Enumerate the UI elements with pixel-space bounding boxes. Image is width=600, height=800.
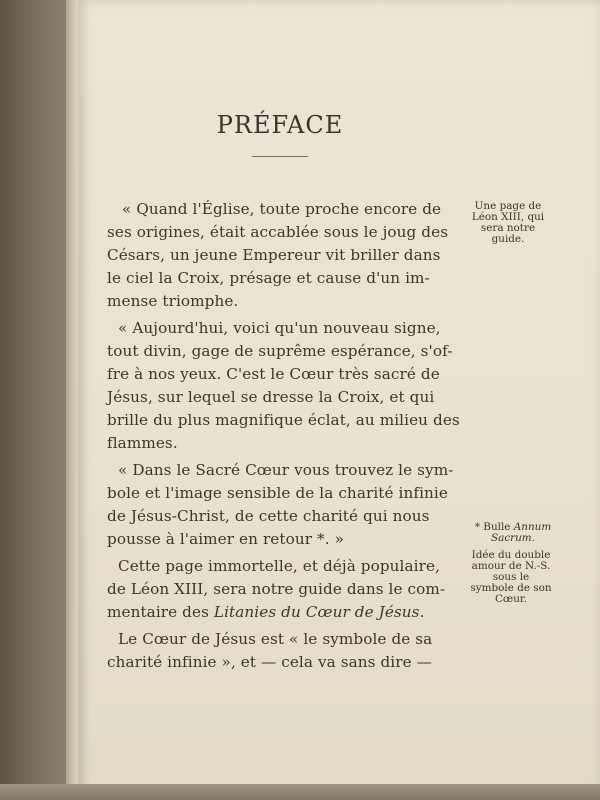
body-line-12: « Dans le Sacré Cœur vous trouvez le sym-: [118, 461, 454, 479]
margin-note-double-love-line-4: symbole de son: [470, 582, 552, 594]
body-line-6: « Aujourd'hui, voici qu'un nouveau signe,: [118, 319, 441, 337]
page-title: PRÉFACE: [216, 111, 344, 139]
body-line-13: bole et l'image sensible de la charité infinie: [107, 484, 448, 502]
footnote-prefix: * Bulle: [474, 521, 514, 533]
margin-note-guide-line-3: sera notre: [480, 222, 536, 234]
margin-note-guide-line-2: Léon XIII, qui: [471, 211, 545, 223]
body-line-18: [107, 603, 425, 621]
body-line-18-end: .: [419, 603, 425, 621]
body-line-17: de Léon XIII, sera notre guide dans le com-: [107, 580, 446, 598]
body-line-15: pousse à l'aimer en retour *. »: [107, 530, 344, 548]
body-line-1: « Quand l'Église, toute proche encore de: [122, 200, 442, 218]
body-line-5: mense triomphe.: [107, 292, 239, 310]
body-line-16: Cette page immortelle, et déjà populaire,: [118, 557, 440, 575]
footnote-italic-1: Annum: [513, 521, 552, 533]
margin-note-double-love: [463, 550, 559, 605]
body-line-3: Césars, un jeune Empereur vit briller dans: [107, 246, 441, 264]
body-line-9: Jésus, sur lequel se dresse la Croix, et qui: [107, 388, 435, 406]
body-line-11: flammes.: [107, 434, 178, 452]
margin-note-double-love-line-1: Idée du double: [471, 549, 551, 561]
page-edge: [66, 0, 78, 800]
footnote-line-2: Sacrum.: [491, 532, 535, 544]
body-line-2: ses origines, était accablée sous le joug des: [107, 223, 449, 241]
body-line-20: charité infinie », et — cela va sans dire —: [107, 653, 432, 671]
margin-note-guide: [463, 201, 553, 245]
litanies-title: Litanies du Cœur de Jésus: [213, 603, 420, 621]
body-line-10: brille du plus magnifique éclat, au milieu des: [107, 411, 460, 429]
table-edge: [0, 784, 600, 800]
body-line-19: Le Cœur de Jésus est « le symbole de sa: [118, 630, 433, 648]
margin-note-double-love-line-2: amour de N.-S.: [471, 560, 551, 572]
body-line-8: fre à nos yeux. C'est le Cœur très sacré de: [107, 365, 440, 383]
body-line-4: le ciel la Croix, présage et cause d'un im-: [107, 269, 430, 287]
body-line-18-text: mentaire des: [107, 603, 214, 621]
body-line-14: de Jésus-Christ, de cette charité qui nous: [107, 507, 430, 525]
footnote: [458, 522, 568, 544]
title-rule: [252, 156, 308, 157]
margin-note-guide-line-4: guide.: [491, 233, 525, 245]
margin-note-guide-line-1: Une page de: [474, 200, 542, 212]
margin-note-double-love-line-5: Cœur.: [494, 593, 528, 605]
body-line-7: tout divin, gage de suprême espérance, s'of-: [107, 342, 453, 360]
margin-note-double-love-line-3: sous le: [492, 571, 530, 583]
